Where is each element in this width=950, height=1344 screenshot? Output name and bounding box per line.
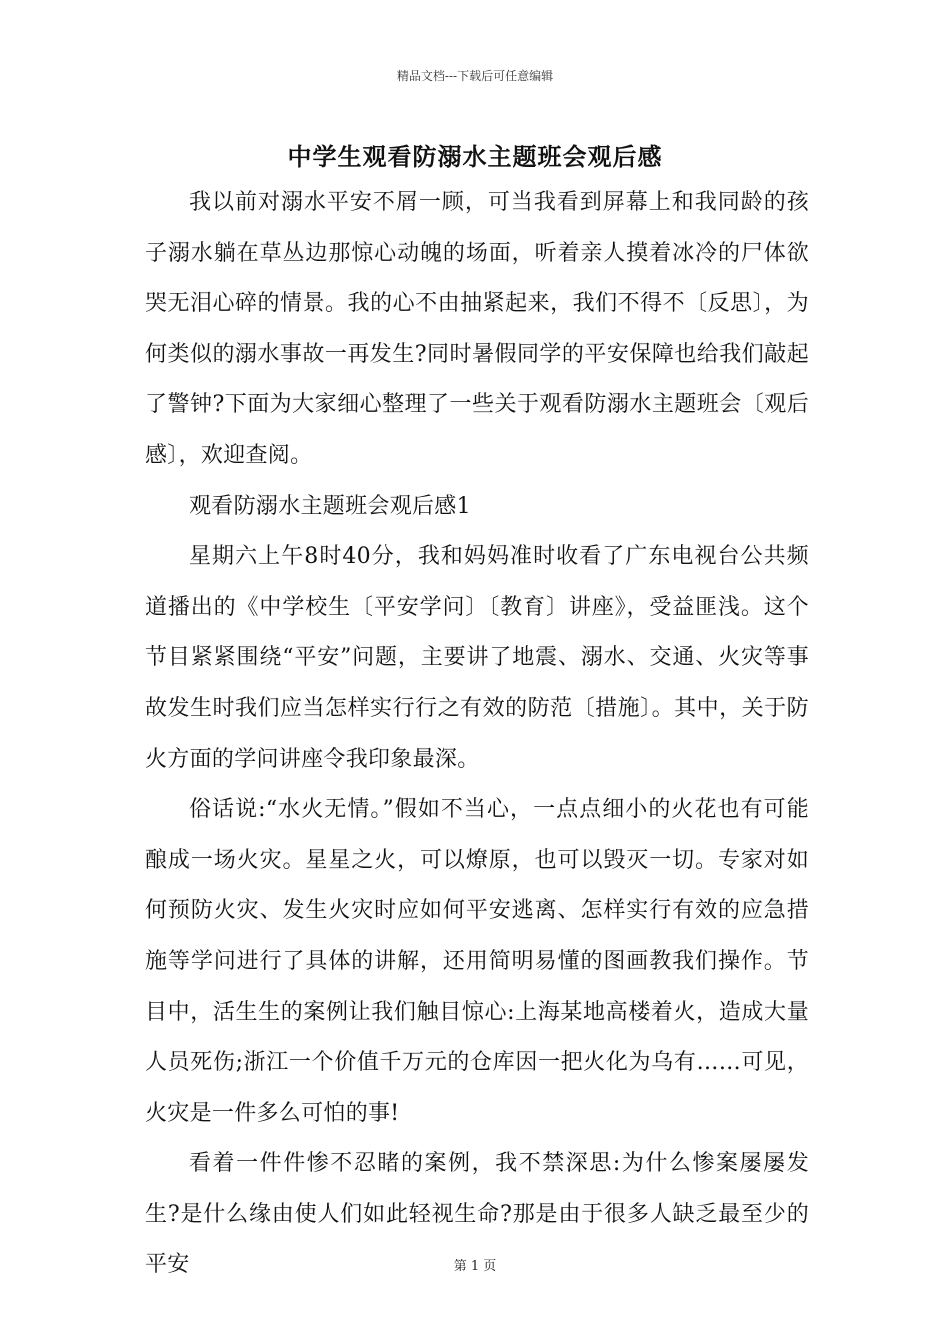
paragraph-intro: 我以前对溺水平安不屑一顾，可当我看到屏幕上和我同龄的孩子溺水躺在草丛边那惊心动魄的场面，听着亲人摸着冰冷的尸体欲哭无泪心碎的情景。我的心不由抽紧起来，我们不得不〔反思〕，为何类似的溺水事故一再发生?同时暑假同学的平安保障也给我们敲起了警钟?下面为大家细心整理了一些关于观看防溺水主题班会〔观后感〕，欢迎查阅。 (145, 190, 809, 468)
page-header: 精品文档---下载后可任意编辑 (396, 69, 554, 83)
paragraph-fire-safety: 俗话说:“水火无情。”假如不当心，一点点细小的火花也有可能酿成一场火灾。星星之火，可以燎原，也可以毁灭一切。专家对如何预防火灾、发生火灾时应如何平安逃离、怎样实行有效的应急措施等学问进行了具体的讲解，还用简明易懂的图画教我们操作。节目中，活生生的案例让我们触目惊心:上海某地高楼着火，造成大量人员死伤;浙江一个价值千万元的仓库因一把火化为乌有……可见，火灾是一件多么可怕的事! (145, 797, 809, 1126)
section-heading: 观看防溺水主题班会观后感1 (189, 493, 471, 519)
paragraph-tv-program: 星期六上午8时40分，我和妈妈准时收看了广东电视台公共频道播出的《中学校生〔平安学问〕〔教育〕讲座》，受益匪浅。这个节目紧紧围绕“平安”问题，主要讲了地震、溺水、交通、火灾等事故发生时我们应当怎样实行行之有效的防范〔措施〕。其中，关于防火方面的学问讲座令我印象最深。 (145, 544, 809, 772)
page-number: 第 1 页 (453, 1259, 497, 1274)
document-title: 中学生观看防溺水主题班会观后感 (287, 142, 663, 171)
document-body (145, 178, 809, 1291)
paragraph-reflection: 看着一件件惨不忍睹的案例，我不禁深思:为什么惨案屡屡发生?是什么缘由使人们如此轻视生命?那是由于很多人缺乏最至少的平安 (145, 1151, 809, 1278)
